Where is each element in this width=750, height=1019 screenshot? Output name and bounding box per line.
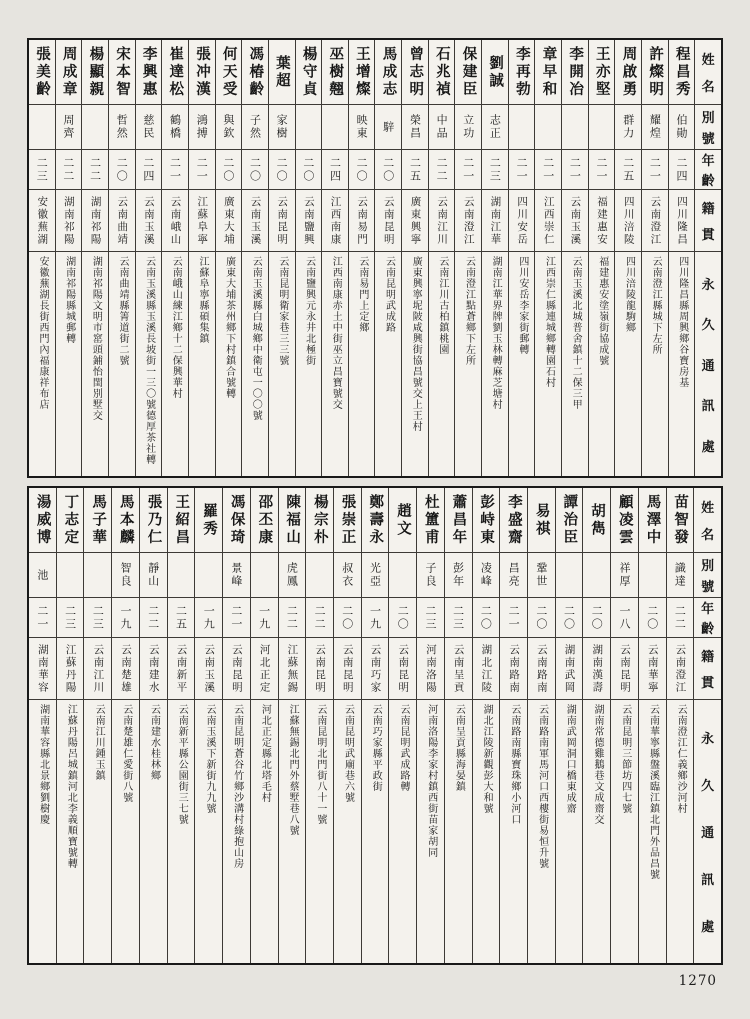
person-age: 二二 (88, 156, 102, 183)
person-age: 二一 (507, 604, 521, 631)
person-name: 蕭昌年 (450, 493, 468, 547)
person-age: 二二 (146, 604, 160, 631)
person-column (55, 40, 82, 476)
person-column (139, 488, 167, 963)
person-native: 河北正定 (258, 643, 271, 694)
person-column (668, 40, 695, 476)
person-column (222, 488, 250, 963)
person-alias: 光亞 (368, 562, 382, 588)
person-address: 江蘇阜寧縣碩集鎮 (196, 256, 208, 344)
person-name: 周成章 (60, 45, 78, 99)
person-address: 云南峨山練江鄉十二保興華村 (170, 256, 182, 399)
person-native: 江蘇阜寧 (196, 195, 209, 246)
person-native: 云南巧家 (369, 643, 382, 694)
person-age: 二五 (174, 604, 188, 631)
person-column (135, 40, 162, 476)
directory-page (27, 38, 723, 1019)
person-address: 云南昆明武廟巷六號 (342, 704, 354, 803)
person-age: 二二 (61, 156, 75, 183)
person-column (83, 488, 111, 963)
person-column (29, 40, 55, 476)
person-name: 馬澤中 (644, 493, 662, 547)
person-native: 云南澄江 (674, 643, 687, 694)
person-column (588, 40, 615, 476)
person-column (666, 488, 694, 963)
person-age: 二一 (195, 156, 209, 183)
header-native: 籍 貫 (695, 190, 721, 252)
person-address: 云南澄江仁義鄉沙河村 (675, 704, 687, 814)
person-name: 楊宗朴 (311, 493, 329, 547)
person-column (388, 488, 416, 963)
person-native: 江西南康 (329, 195, 342, 246)
person-native: 云南峨山 (169, 195, 182, 246)
person-name: 趙文 (394, 502, 412, 538)
person-column (56, 488, 84, 963)
person-column (305, 488, 333, 963)
person-column (401, 40, 428, 476)
person-address: 云南易門上定鄉 (356, 256, 368, 333)
person-address: 廣東大埔茶州鄉下村鎮合號轉 (223, 256, 235, 399)
person-column (215, 40, 242, 476)
person-age: 二〇 (396, 604, 410, 631)
person-name: 易祺 (533, 502, 551, 538)
person-address: 云南江川鍾玉鎮 (93, 704, 105, 781)
person-native: 江蘇無錫 (286, 643, 299, 694)
person-column (241, 40, 268, 476)
person-alias: 耀煌 (648, 114, 662, 140)
person-age: 二四 (675, 156, 689, 183)
person-name: 崔達松 (167, 45, 185, 99)
person-native: 云南江川 (436, 195, 449, 246)
person-column (527, 488, 555, 963)
person-name: 馬本麟 (117, 493, 135, 547)
person-name: 李興惠 (140, 45, 158, 99)
person-age: 二〇 (275, 156, 289, 183)
person-native: 云南澄江 (462, 195, 475, 246)
person-native: 湖南祁陽 (62, 195, 75, 246)
person-native: 云南新平 (175, 643, 188, 694)
person-alias: 伯勛 (675, 114, 689, 140)
person-column (278, 488, 306, 963)
person-address: 云南昆明蒼谷竹鄉沙溝村綠抱山房 (231, 704, 243, 869)
person-address: 江蘇無錫北門外蔡墅巷八號 (287, 704, 299, 836)
person-address: 云南玉溪北城普舍鎮十二保三甲 (570, 256, 582, 410)
person-name: 王紹昌 (173, 493, 191, 547)
person-address: 云南路南軍馬河口西樓街易恒升號 (536, 704, 548, 869)
person-alias: 哲然 (115, 114, 129, 140)
person-name: 保建臣 (460, 45, 478, 99)
person-native: 云南昆明 (341, 643, 354, 694)
person-name: 苗智發 (672, 493, 690, 547)
person-column (167, 488, 195, 963)
header-column (693, 488, 721, 963)
person-column (614, 40, 641, 476)
person-name: 湯威博 (34, 493, 52, 547)
person-age: 二一 (229, 604, 243, 631)
person-address: 湖南常德雞鵝巷文成齋交 (592, 704, 604, 825)
person-column (534, 40, 561, 476)
person-age: 二二 (673, 604, 687, 631)
person-alias: 與欽 (221, 114, 235, 140)
person-alias: 中品 (435, 114, 449, 140)
person-native: 云南玉溪 (569, 195, 582, 246)
person-native: 安徽蕪湖 (36, 195, 49, 246)
person-column (321, 40, 348, 476)
person-age: 二〇 (590, 604, 604, 631)
person-alias: 景峰 (229, 562, 243, 588)
person-alias: 祥厚 (617, 562, 631, 588)
person-alias: 家樹 (275, 114, 289, 140)
person-age: 二三 (423, 604, 437, 631)
person-address: 云南新平縣公園街三七號 (176, 704, 188, 825)
person-age: 二〇 (479, 604, 493, 631)
person-column (454, 40, 481, 476)
person-name: 程昌秀 (673, 45, 691, 99)
page-number: 1270 (678, 973, 717, 989)
header-native: 籍 貫 (694, 638, 721, 700)
person-address: 云南鹽興元永井北極街 (303, 256, 315, 366)
person-column (268, 40, 295, 476)
person-column (610, 488, 638, 963)
person-column (561, 40, 588, 476)
person-age: 二四 (141, 156, 155, 183)
person-alias: 鞏世 (534, 562, 548, 588)
person-name: 張冲漢 (193, 45, 211, 99)
person-native: 云南建水 (147, 643, 160, 694)
person-alias: 周齊 (61, 114, 75, 140)
header-address: 永 久 通 訊 處 (701, 732, 715, 935)
person-name: 杜簠甫 (422, 493, 440, 547)
person-address: 湖南華容縣北景鄉劉樹慶 (37, 704, 49, 825)
person-age: 二〇 (340, 604, 354, 631)
directory-table-bottom (27, 486, 723, 965)
header-alias: 別 號 (694, 553, 721, 598)
person-column (374, 40, 401, 476)
person-age: 一九 (119, 604, 133, 631)
person-name: 巫樹翹 (327, 45, 345, 99)
person-native: 云南易門 (356, 195, 369, 246)
person-address: 廣東興寧坭陂咸興街協昌號交上王村 (410, 256, 422, 432)
header-address: 永 久 通 訊 處 (701, 277, 715, 455)
person-alias: 彭年 (451, 562, 465, 588)
person-name: 葉超 (273, 54, 291, 90)
person-age: 二五 (621, 156, 635, 183)
person-address: 云南昆明武成路 (383, 256, 395, 333)
person-name: 顧凌雲 (616, 493, 634, 547)
person-age: 二〇 (355, 156, 369, 183)
person-column (188, 40, 215, 476)
person-address: 江蘇丹陽呂城鎮河北李義順寶號轉 (65, 704, 77, 869)
header-age: 年 齡 (694, 598, 721, 638)
header-alias: 別 號 (695, 105, 721, 150)
person-address: 云南昆明衛家巷三三號 (276, 256, 288, 366)
person-address: 云南玉溪縣白城鄉中衛屯一〇〇號 (250, 256, 262, 421)
person-address: 云南華寧縣盤溪臨江鎮北門外品昌號 (647, 704, 659, 880)
person-name: 陳福山 (284, 493, 302, 547)
person-address: 湖南祁陽縣城郵轉 (63, 256, 75, 344)
person-native: 云南昆明 (618, 643, 631, 694)
person-native: 四川安岳 (516, 195, 529, 246)
person-column (194, 488, 222, 963)
person-name: 王增燦 (353, 45, 371, 99)
person-native: 云南曲靖 (116, 195, 129, 246)
person-address: 云南建水桂林鄉 (148, 704, 160, 781)
person-alias: 池 (35, 568, 49, 582)
person-age: 二一 (35, 604, 49, 631)
person-address: 云南楚雄仁愛街八號 (120, 704, 132, 803)
person-age: 二三 (63, 604, 77, 631)
person-address: 江西崇仁縣連城鄉轉園石村 (543, 256, 555, 388)
person-name: 譚治臣 (561, 493, 579, 547)
person-alias: 慈民 (141, 114, 155, 140)
person-column (333, 488, 361, 963)
person-age: 二一 (648, 156, 662, 183)
person-age: 二〇 (534, 604, 548, 631)
person-native: 云南昆明 (314, 643, 327, 694)
person-age: 二五 (408, 156, 422, 183)
person-alias: 智良 (119, 562, 133, 588)
person-age: 二一 (568, 156, 582, 183)
person-name: 楊守貞 (300, 45, 318, 99)
person-age: 二四 (328, 156, 342, 183)
person-column (508, 40, 535, 476)
person-column (361, 488, 389, 963)
person-native: 湖南武岡 (563, 643, 576, 694)
person-age: 二一 (515, 156, 529, 183)
person-name: 許燦明 (647, 45, 665, 99)
person-alias: 識達 (673, 562, 687, 588)
person-alias: 群力 (621, 114, 635, 140)
person-native: 四川隆昌 (676, 195, 689, 246)
person-address: 江西南康赤土中街巫立昌寶號交 (330, 256, 342, 410)
person-address: 四川安岳李家街郵轉 (516, 256, 528, 355)
person-column (499, 488, 527, 963)
person-native: 云南昆明 (276, 195, 289, 246)
person-column (416, 488, 444, 963)
person-alias: 虎鳳 (285, 562, 299, 588)
person-address: 云南巧家縣平政街 (370, 704, 382, 792)
person-address: 云南昆明三節坊四七號 (619, 704, 631, 814)
person-column (295, 40, 322, 476)
person-native: 云南昆明 (382, 195, 395, 246)
person-alias: 騂 (381, 120, 395, 134)
person-native: 湖南祁陽 (89, 195, 102, 246)
person-age: 一九 (257, 604, 271, 631)
person-name: 彭峙東 (478, 493, 496, 547)
header-column (694, 40, 721, 476)
person-address: 四川涪陵龍駒鄉 (623, 256, 635, 333)
person-native: 云南昆明 (397, 643, 410, 694)
person-column (641, 40, 668, 476)
person-name: 周啟勇 (620, 45, 638, 99)
person-name: 張崇正 (339, 493, 357, 547)
person-native: 云南昆明 (230, 643, 243, 694)
person-native: 云南楚雄 (120, 643, 133, 694)
person-address: 云南路南縣寶珠鄉小河口 (508, 704, 520, 825)
person-alias: 鶴橋 (168, 114, 182, 140)
person-name: 宋本智 (113, 45, 131, 99)
person-column (638, 488, 666, 963)
person-address: 云南曲靖縣箐道街二號 (116, 256, 128, 366)
person-alias: 子然 (248, 114, 262, 140)
person-alias: 立功 (461, 114, 475, 140)
person-native: 江蘇丹陽 (64, 643, 77, 694)
person-name: 曾志明 (407, 45, 425, 99)
person-column (472, 488, 500, 963)
person-address: 安徽蕪湖長街西門內福康祥布店 (37, 256, 49, 410)
person-alias: 靜山 (146, 562, 160, 588)
person-age: 二三 (488, 156, 502, 183)
person-age: 二〇 (562, 604, 576, 631)
person-address: 河北正定縣北塔毛村 (259, 704, 271, 803)
person-address: 云南昆明武成路轉 (397, 704, 409, 792)
person-name: 李再勃 (513, 45, 531, 99)
person-native: 河南洛陽 (424, 643, 437, 694)
person-native: 云南呈貢 (452, 643, 465, 694)
person-native: 云南華寧 (646, 643, 659, 694)
person-native: 廣東大埔 (222, 195, 235, 246)
person-age: 二〇 (248, 156, 262, 183)
person-age: 二二 (313, 604, 327, 631)
person-address: 湖南江華界牌劉玉林轉麻芝塘村 (490, 256, 502, 410)
person-column (29, 488, 56, 963)
person-native: 云南澄江 (649, 195, 662, 246)
person-name: 章早和 (540, 45, 558, 99)
person-address: 云南昆明北門街八十一號 (314, 704, 326, 825)
person-address: 云南玉溪縣玉溪長坡街一三〇號德厚茶社轉 (143, 256, 155, 465)
person-name: 丁志定 (62, 493, 80, 547)
person-age: 一九 (368, 604, 382, 631)
person-native: 湖南江華 (489, 195, 502, 246)
person-age: 一九 (202, 604, 216, 631)
person-name: 馬子華 (90, 493, 108, 547)
person-alias: 鴻搏 (195, 114, 209, 140)
person-native: 云南路南 (508, 643, 521, 694)
person-alias: 叔衣 (340, 562, 354, 588)
person-age: 二一 (541, 156, 555, 183)
person-alias: 子良 (423, 562, 437, 588)
person-age: 二三 (91, 604, 105, 631)
person-name: 何天受 (220, 45, 238, 99)
header-name: 姓 名 (695, 40, 721, 105)
person-address: 云南呈貢縣海晏鎮 (453, 704, 465, 792)
person-age: 一八 (617, 604, 631, 631)
person-native: 云南玉溪 (203, 643, 216, 694)
person-alias: 昌亮 (507, 562, 521, 588)
person-column (108, 40, 135, 476)
person-name: 劉誠 (487, 54, 505, 90)
person-age: 二三 (451, 604, 465, 631)
person-native: 江西崇仁 (542, 195, 555, 246)
person-address: 福建惠安塗嶺街協成號 (596, 256, 608, 366)
person-name: 馬成志 (380, 45, 398, 99)
person-column (444, 488, 472, 963)
person-address: 河南洛陽李家村鎮西街苗家胡同 (425, 704, 437, 858)
directory-table-top (27, 38, 723, 478)
person-age: 二〇 (645, 604, 659, 631)
person-alias: 映東 (355, 114, 369, 140)
person-native: 四川涪陵 (622, 195, 635, 246)
person-name: 王亦堅 (593, 45, 611, 99)
person-name: 馮椿齡 (247, 45, 265, 99)
person-column (250, 488, 278, 963)
person-name: 李開冶 (567, 45, 585, 99)
person-alias: 志正 (488, 114, 502, 140)
person-name: 胡雋 (589, 502, 607, 538)
person-address: 湖北江陵新觀彭大和號 (481, 704, 493, 814)
person-column (111, 488, 139, 963)
person-name: 邵丕康 (256, 493, 274, 547)
person-age: 二一 (168, 156, 182, 183)
person-native: 福建惠安 (596, 195, 609, 246)
person-native: 云南玉溪 (142, 195, 155, 246)
person-column (348, 40, 375, 476)
person-age: 二〇 (381, 156, 395, 183)
person-name: 馮保琦 (228, 493, 246, 547)
person-age: 二二 (285, 604, 299, 631)
person-address: 云南澄江縣城下左所 (650, 256, 662, 355)
person-name: 張乃仁 (145, 493, 163, 547)
person-native: 湖南漢壽 (591, 643, 604, 694)
person-native: 云南玉溪 (249, 195, 262, 246)
person-address: 云南江川古柏鎮桃園 (436, 256, 448, 355)
header-age: 年 齡 (695, 150, 721, 190)
person-name: 楊顯親 (87, 45, 105, 99)
person-column (582, 488, 610, 963)
person-address: 湖南祁陽文明市窰頭鋪怡閨別墅交 (90, 256, 102, 421)
person-age: 二一 (595, 156, 609, 183)
person-age: 二一 (461, 156, 475, 183)
person-native: 云南江川 (92, 643, 105, 694)
person-age: 二〇 (301, 156, 315, 183)
person-column (81, 40, 108, 476)
person-name: 石兆禎 (433, 45, 451, 99)
person-native: 湖北江陵 (480, 643, 493, 694)
person-address: 湖南武岡洞口橋東成齋 (564, 704, 576, 814)
person-alias: 榮昌 (408, 114, 422, 140)
person-name: 李盛齋 (505, 493, 523, 547)
person-column (555, 488, 583, 963)
person-column (481, 40, 508, 476)
person-age: 二二 (435, 156, 449, 183)
person-age: 二〇 (221, 156, 235, 183)
person-name: 羅秀 (200, 502, 218, 538)
person-native: 云南路南 (535, 643, 548, 694)
person-column (428, 40, 455, 476)
person-address: 四川隆昌縣周興鄉谷寶房基 (676, 256, 688, 388)
header-name: 姓 名 (694, 488, 721, 553)
person-column (161, 40, 188, 476)
person-address: 云南澄江點蒼鄉下左所 (463, 256, 475, 366)
person-native: 云南鹽興 (302, 195, 315, 246)
person-name: 鄭壽永 (367, 493, 385, 547)
person-name: 張美齡 (34, 45, 52, 99)
person-age: 二三 (35, 156, 49, 183)
person-native: 廣東興寧 (409, 195, 422, 246)
person-address: 云南玉溪下新街九九號 (203, 704, 215, 814)
person-alias: 凌峰 (479, 562, 493, 588)
person-native: 湖南華容 (36, 643, 49, 694)
person-age: 二〇 (115, 156, 129, 183)
